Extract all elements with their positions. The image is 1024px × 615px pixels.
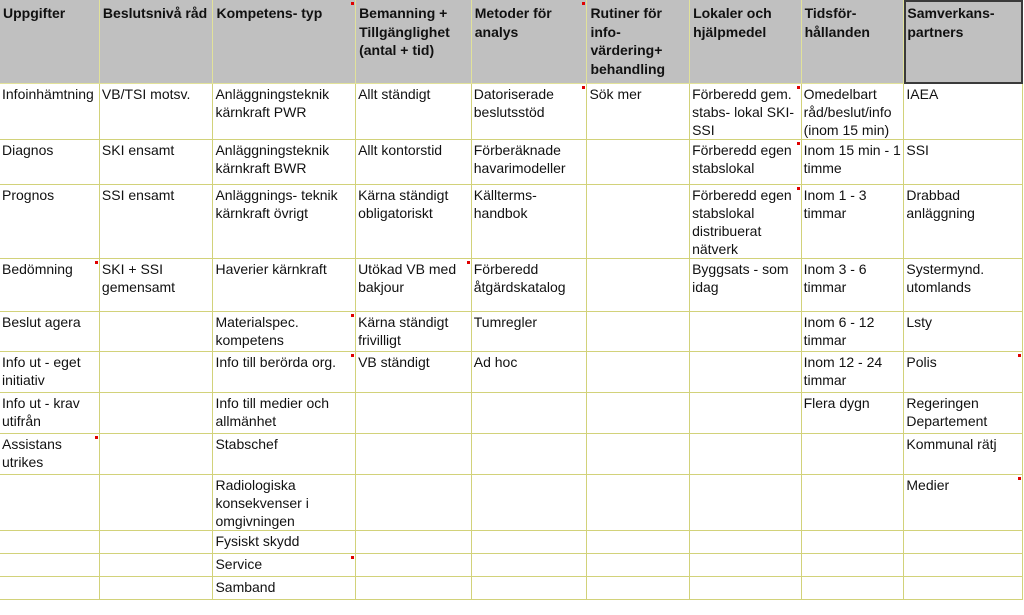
table-cell[interactable] <box>690 312 801 352</box>
table-cell[interactable] <box>690 140 801 185</box>
cell-text: Fysiskt skydd <box>215 533 300 549</box>
table-cell[interactable] <box>471 352 587 393</box>
cell-text <box>692 393 800 394</box>
column-header-label: Rutiner för info- värdering+ behandling <box>590 5 666 77</box>
table-cell[interactable] <box>0 352 99 393</box>
cell-text: Systermynd. utomlands <box>906 261 985 295</box>
cell-text <box>804 554 904 555</box>
table-cell[interactable] <box>356 185 472 259</box>
cell-text: Service <box>215 556 263 572</box>
table-cell[interactable] <box>213 577 356 600</box>
table-cell[interactable] <box>0 475 99 531</box>
table-cell[interactable] <box>471 259 587 312</box>
table-cell[interactable] <box>356 531 472 554</box>
cell-text <box>358 554 471 555</box>
table-cell[interactable] <box>801 393 904 434</box>
cell-text: Regeringen Departement <box>906 395 988 429</box>
table-row <box>0 140 1023 185</box>
cell-text: Tumregler <box>473 314 538 330</box>
table-row <box>0 531 1023 554</box>
table-cell[interactable] <box>801 259 904 312</box>
table-cell[interactable] <box>904 577 1023 600</box>
cell-text: Inom 1 - 3 timmar <box>803 187 867 221</box>
cell-text: Förberedd åtgärdskatalog <box>473 261 566 295</box>
table-cell[interactable] <box>356 140 472 185</box>
cell-text: Förberedd egen stabslokal distribuerat nätverk <box>692 187 792 257</box>
cell-text: Allt ständigt <box>358 86 431 102</box>
cell-text <box>906 531 1022 532</box>
table-cell[interactable] <box>904 434 1023 475</box>
cell-text: Förberäknade havarimodeller <box>473 142 566 176</box>
cell-text: Samband <box>215 579 276 595</box>
table-cell[interactable] <box>587 475 690 531</box>
table-cell[interactable] <box>0 393 99 434</box>
cell-text: Beslut agera <box>2 314 81 330</box>
table-cell[interactable] <box>690 531 801 554</box>
cell-text: Info till medier och allmänhet <box>215 395 330 429</box>
table-cell[interactable] <box>99 84 213 140</box>
table-cell[interactable] <box>213 475 356 531</box>
comment-marker-icon[interactable] <box>351 556 354 559</box>
table-cell[interactable] <box>356 393 472 434</box>
table-cell[interactable] <box>904 352 1023 393</box>
cell-text <box>2 554 99 555</box>
cell-text <box>102 312 213 313</box>
cell-text <box>102 393 213 394</box>
table-cell[interactable] <box>587 577 690 600</box>
cell-text: Infoinhämtning <box>2 86 94 102</box>
table-cell[interactable] <box>690 185 801 259</box>
cell-text: Kärna ständigt frivilligt <box>358 314 449 348</box>
column-header[interactable] <box>587 0 690 84</box>
table-cell[interactable] <box>801 140 904 185</box>
cell-text <box>589 352 689 353</box>
cell-text: Källterms- handbok <box>473 187 537 221</box>
cell-text: Radiologiska konsekvenser i omgivningen <box>215 477 309 529</box>
cell-text: Inom 3 - 6 timmar <box>803 261 867 295</box>
column-header[interactable] <box>471 0 587 84</box>
cell-text <box>474 554 587 555</box>
table-cell[interactable] <box>904 140 1023 185</box>
table-cell[interactable] <box>801 434 904 475</box>
cell-text <box>906 577 1022 578</box>
cell-text: Kärna ständigt obligatoriskt <box>358 187 449 221</box>
cell-text: Allt kontorstid <box>358 142 443 158</box>
table-row <box>0 475 1023 531</box>
cell-text: Inom 6 - 12 timmar <box>803 314 875 348</box>
table-cell[interactable] <box>0 259 99 312</box>
cell-text <box>102 475 213 476</box>
comment-marker-icon[interactable] <box>351 314 354 317</box>
cell-text <box>102 352 213 353</box>
column-header-label: Bemanning + Tillgänglighet (antal + tid) <box>359 5 450 58</box>
column-header-label: Lokaler och hjälpmedel <box>693 5 772 40</box>
column-header[interactable] <box>801 0 904 84</box>
table-cell[interactable] <box>99 577 213 600</box>
table-cell[interactable] <box>213 531 356 554</box>
table-cell[interactable] <box>587 140 690 185</box>
cell-text <box>589 312 689 313</box>
cell-text: Prognos <box>2 187 55 203</box>
cell-text: Sök mer <box>589 86 642 102</box>
table-cell[interactable] <box>99 554 213 577</box>
column-header-label: Tidsför- hållanden <box>804 5 870 40</box>
table-row <box>0 312 1023 352</box>
table-row <box>0 259 1023 312</box>
table-cell[interactable] <box>213 554 356 577</box>
cell-text <box>692 554 800 555</box>
cell-text <box>358 393 471 394</box>
table-cell[interactable] <box>690 352 801 393</box>
table-cell[interactable] <box>801 312 904 352</box>
table-cell[interactable] <box>904 259 1023 312</box>
table-row <box>0 554 1023 577</box>
cell-text <box>474 434 587 435</box>
column-header[interactable] <box>0 0 99 84</box>
table-cell[interactable] <box>213 312 356 352</box>
table-row <box>0 84 1023 140</box>
table-cell[interactable] <box>690 434 801 475</box>
table-cell[interactable] <box>690 577 801 600</box>
table-cell[interactable] <box>356 312 472 352</box>
table-cell[interactable] <box>471 185 587 259</box>
comment-marker-icon[interactable] <box>351 2 354 5</box>
cell-text: VB/TSI motsv. <box>101 86 191 102</box>
cell-text <box>358 434 471 435</box>
column-header[interactable] <box>213 0 356 84</box>
cell-text: Utökad VB med bakjour <box>358 261 457 295</box>
cell-text <box>804 531 904 532</box>
table-cell[interactable] <box>587 393 690 434</box>
cell-text <box>589 393 689 394</box>
cell-text: Bedömning <box>2 261 73 277</box>
comment-marker-icon[interactable] <box>797 86 800 89</box>
table-cell[interactable] <box>471 140 587 185</box>
table-cell[interactable] <box>213 84 356 140</box>
cell-text: Info till berörda org. <box>215 354 337 370</box>
table-cell[interactable] <box>801 577 904 600</box>
table-cell[interactable] <box>99 185 213 259</box>
table-cell[interactable] <box>471 84 587 140</box>
table-cell[interactable] <box>587 352 690 393</box>
table-cell[interactable] <box>99 352 213 393</box>
column-header-label: Uppgifter <box>3 5 66 21</box>
comment-marker-icon[interactable] <box>1018 477 1021 480</box>
table-cell[interactable] <box>904 185 1023 259</box>
table-cell[interactable] <box>99 531 213 554</box>
table-cell[interactable] <box>356 577 472 600</box>
cell-text: Stabschef <box>215 436 278 452</box>
cell-text: Anläggningsteknik kärnkraft PWR <box>215 86 330 120</box>
table-cell[interactable] <box>587 312 690 352</box>
table-cell[interactable] <box>801 84 904 140</box>
cell-text: Kommunal rätj <box>906 436 997 452</box>
cell-text: Drabbad anläggning <box>906 187 975 221</box>
cell-text: Inom 12 - 24 timmar <box>803 354 883 388</box>
table-cell[interactable] <box>213 185 356 259</box>
comment-marker-icon[interactable] <box>797 187 800 190</box>
column-header-label: Kompetens- typ <box>216 5 323 21</box>
cell-text <box>102 434 213 435</box>
table-cell[interactable] <box>0 434 99 475</box>
table-cell[interactable] <box>587 259 690 312</box>
cell-text <box>358 475 471 476</box>
cell-text: Info ut - krav utifrån <box>2 395 80 429</box>
table-cell[interactable] <box>904 531 1023 554</box>
column-header[interactable] <box>99 0 213 84</box>
cell-text: Medier <box>906 477 950 493</box>
cell-text: Flera dygn <box>803 395 870 411</box>
table-cell[interactable] <box>0 554 99 577</box>
table-cell[interactable] <box>587 185 690 259</box>
table-cell[interactable] <box>213 352 356 393</box>
table-cell[interactable] <box>99 475 213 531</box>
cell-text <box>589 140 689 141</box>
cell-text <box>358 577 471 578</box>
table-cell[interactable] <box>213 259 356 312</box>
comment-marker-icon[interactable] <box>95 261 98 264</box>
cell-text: IAEA <box>906 86 939 102</box>
table-cell[interactable] <box>801 475 904 531</box>
column-header[interactable] <box>356 0 472 84</box>
table-cell[interactable] <box>213 393 356 434</box>
cell-text <box>692 352 800 353</box>
cell-text: SSI <box>906 142 929 158</box>
table-cell[interactable] <box>356 259 472 312</box>
cell-text: Haverier kärnkraft <box>215 261 327 277</box>
table-row <box>0 577 1023 600</box>
cell-text <box>589 475 689 476</box>
cell-text <box>358 531 471 532</box>
table-cell[interactable] <box>690 554 801 577</box>
cell-text <box>474 531 587 532</box>
table-cell[interactable] <box>904 554 1023 577</box>
table-cell[interactable] <box>356 352 472 393</box>
column-header-label: Samverkans- partners <box>907 5 995 40</box>
table-row <box>0 393 1023 434</box>
cell-text: Datoriserade beslutsstöd <box>473 86 554 120</box>
cell-text <box>589 434 689 435</box>
cell-text: Info ut - eget initiativ <box>2 354 81 388</box>
table-cell[interactable] <box>587 554 690 577</box>
cell-text <box>906 554 1022 555</box>
table-cell[interactable] <box>587 531 690 554</box>
cell-text <box>474 393 587 394</box>
cell-text: Anläggnings- teknik kärnkraft övrigt <box>215 187 338 221</box>
cell-text <box>589 531 689 532</box>
cell-text <box>804 577 904 578</box>
cell-text <box>2 531 99 532</box>
cell-text <box>102 531 213 532</box>
comment-marker-icon[interactable] <box>582 2 585 5</box>
table-cell[interactable] <box>471 531 587 554</box>
cell-text <box>692 475 800 476</box>
table-cell[interactable] <box>0 312 99 352</box>
cell-text: Förberedd egen stabslokal <box>692 142 792 176</box>
cell-text: Assistans utrikes <box>2 436 62 470</box>
table-cell[interactable] <box>356 84 472 140</box>
comment-marker-icon[interactable] <box>95 436 98 439</box>
cell-text <box>692 577 800 578</box>
table-cell[interactable] <box>904 84 1023 140</box>
table-cell[interactable] <box>213 140 356 185</box>
cell-text <box>589 554 689 555</box>
cell-text: Diagnos <box>2 142 54 158</box>
table-cell[interactable] <box>99 393 213 434</box>
comment-marker-icon[interactable] <box>467 261 470 264</box>
comment-marker-icon[interactable] <box>582 86 585 89</box>
table-cell[interactable] <box>99 259 213 312</box>
column-header-label: Metoder för analys <box>474 5 552 40</box>
cell-text: Anläggningsteknik kärnkraft BWR <box>215 142 330 176</box>
cell-text <box>102 554 213 555</box>
table-cell[interactable] <box>904 393 1023 434</box>
comment-marker-icon[interactable] <box>797 142 800 145</box>
cell-text <box>589 185 689 186</box>
table-cell[interactable] <box>801 185 904 259</box>
cell-text: SSI ensamt <box>101 187 175 203</box>
comment-marker-icon[interactable] <box>1018 354 1021 357</box>
table-cell[interactable] <box>213 434 356 475</box>
table-cell[interactable] <box>356 434 472 475</box>
table-cell[interactable] <box>904 312 1023 352</box>
cell-text: Inom 15 min - 1 timme <box>803 142 901 176</box>
cell-text: Omedelbart råd/beslut/info (inom 15 min) <box>803 86 892 138</box>
table-cell[interactable] <box>471 577 587 600</box>
table-cell[interactable] <box>471 393 587 434</box>
cell-text <box>474 577 587 578</box>
table-cell[interactable] <box>356 475 472 531</box>
table-cell[interactable] <box>587 84 690 140</box>
cell-text <box>804 475 904 476</box>
table-cell[interactable] <box>99 312 213 352</box>
table-cell[interactable] <box>0 531 99 554</box>
cell-text: VB ständigt <box>358 354 430 370</box>
table-cell[interactable] <box>471 434 587 475</box>
cell-text <box>692 312 800 313</box>
table-cell[interactable] <box>904 475 1023 531</box>
cell-text: SKI ensamt <box>101 142 175 158</box>
cell-text: Lsty <box>906 314 933 330</box>
table-row <box>0 434 1023 475</box>
table-cell[interactable] <box>587 434 690 475</box>
cell-text: SKI + SSI gemensamt <box>101 261 176 295</box>
table-cell[interactable] <box>471 554 587 577</box>
table-cell[interactable] <box>471 312 587 352</box>
cell-text <box>692 531 800 532</box>
cell-text: Förberedd gem. stabs- lokal SKI-SSI <box>692 86 795 138</box>
cell-text <box>589 259 689 260</box>
table-cell[interactable] <box>0 84 99 140</box>
table-cell[interactable] <box>690 84 801 140</box>
table-cell[interactable] <box>471 475 587 531</box>
cell-text <box>102 577 213 578</box>
cell-text: Materialspec. kompetens <box>215 314 299 348</box>
cell-text <box>474 475 587 476</box>
cell-text <box>2 577 99 578</box>
table-cell[interactable] <box>801 352 904 393</box>
cell-text <box>692 434 800 435</box>
table-cell[interactable] <box>801 531 904 554</box>
cell-text: Ad hoc <box>473 354 518 370</box>
table-cell[interactable] <box>690 393 801 434</box>
column-header[interactable] <box>904 0 1023 84</box>
cell-text: Polis <box>906 354 937 370</box>
table-row <box>0 185 1023 259</box>
table-cell[interactable] <box>0 577 99 600</box>
table-cell[interactable] <box>356 554 472 577</box>
table-cell[interactable] <box>99 140 213 185</box>
column-header[interactable] <box>690 0 801 84</box>
table-cell[interactable] <box>801 554 904 577</box>
column-header-label: Beslutsnivå råd <box>102 5 208 21</box>
table-cell[interactable] <box>690 475 801 531</box>
cell-text: Byggsats - som idag <box>692 261 789 295</box>
table-cell[interactable] <box>690 259 801 312</box>
cell-text <box>589 577 689 578</box>
header-row <box>0 0 1023 84</box>
table-row <box>0 352 1023 393</box>
table-cell[interactable] <box>99 434 213 475</box>
table-cell[interactable] <box>0 140 99 185</box>
cell-text <box>2 475 99 476</box>
cell-text <box>804 434 904 435</box>
table-cell[interactable] <box>0 185 99 259</box>
comment-marker-icon[interactable] <box>351 354 354 357</box>
